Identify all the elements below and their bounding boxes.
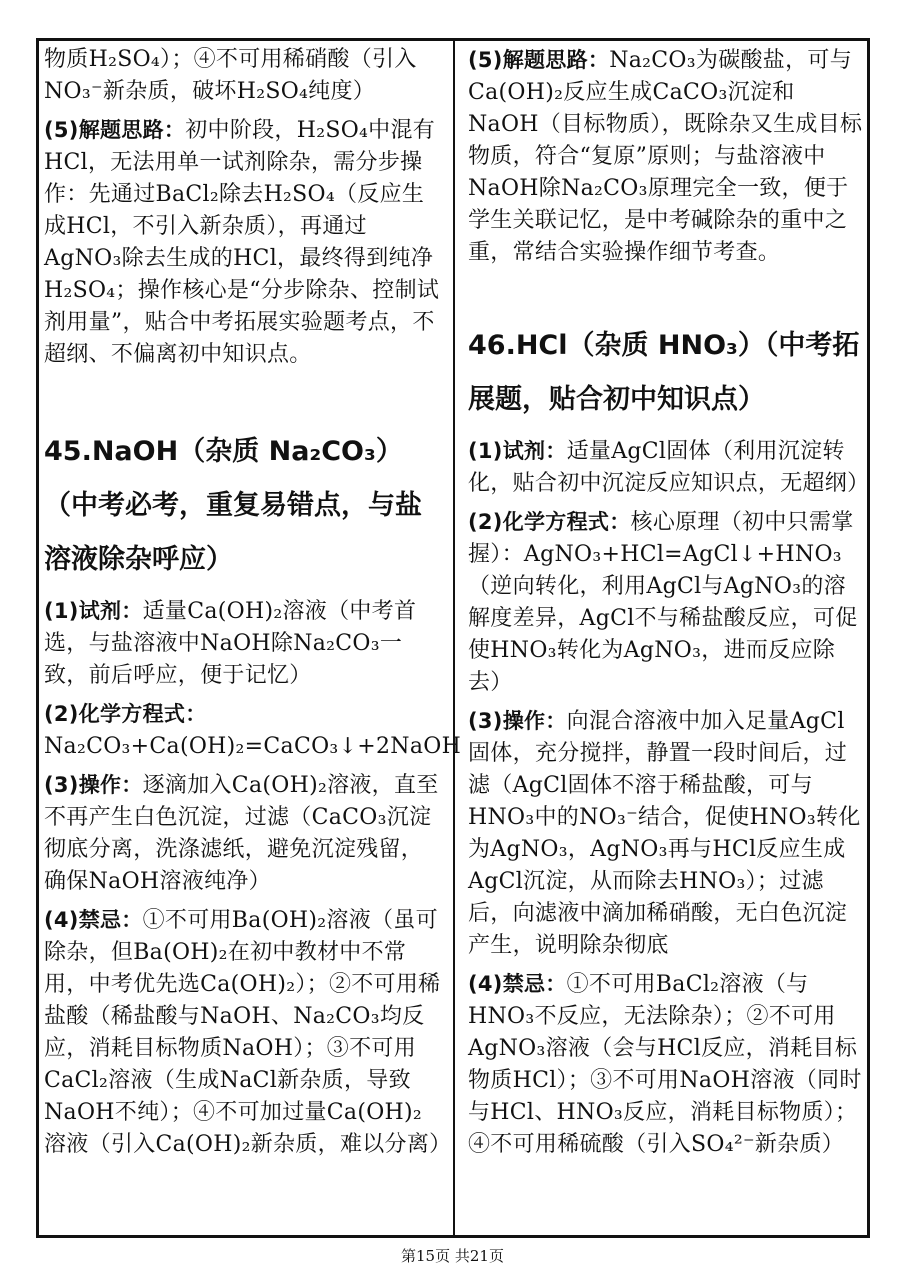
item-label: (5)解题思路： (468, 48, 610, 72)
section-45-operation (44, 769, 442, 898)
item-text: 适量AgCl固体（利用沉淀转化，贴合初中沉淀反应知识点，无超纲） (468, 439, 870, 496)
right-column (468, 44, 870, 1167)
item-5-solution-approach (44, 114, 442, 371)
item-label: (1)试剂： (44, 599, 143, 623)
section-45-solution-approach (468, 44, 864, 269)
item-label: (3)操作： (468, 709, 567, 733)
section-46-reagent (468, 435, 870, 500)
item-label: (3)操作： (44, 773, 143, 797)
section-45-equation (44, 698, 462, 763)
section-45-taboo (44, 904, 452, 1161)
item-text: 初中阶段，H₂SO₄中混有HCl，无法用单一试剂除杂，需分步操作：先通过BaCl₂除去H₂SO₄（反应生成HCl，不引入新杂质），再通过AgNO₃除去生成的HCl，最终得到纯净H₂SO₄；操作核心是“分步除杂、控制试剂用量”，贴合中考拓展实验题考点，不超纲、不偏离初中知识点。 (44, 118, 440, 367)
item-label: (4)禁忌： (468, 972, 567, 996)
item-text: Na₂CO₃为碳酸盐，可与Ca(OH)₂反应生成CaCO₃沉淀和NaOH（目标物质），既除杂又生成目标物质，符合“复原”原则；与盐溶液中NaOH除Na₂CO₃原理完全一致，便于学生关联记忆，是中考碱除杂的重中之重，常结合实验操作细节考查。 (468, 48, 863, 265)
item-text: ①不可用BaCl₂溶液（与HNO₃不反应，无法除杂）；②不可用AgNO₃溶液（会与HCl反应，消耗目标物质HCl）；③不可用NaOH溶液（同时与HCl、HNO₃反应，消耗目标物质）；④不可用稀硫酸（引入SO₄²⁻新杂质） (468, 972, 862, 1157)
section-46-taboo (468, 968, 864, 1161)
item-text: 向混合溶液中加入足量AgCl固体，充分搅拌，静置一段时间后，过滤（AgCl固体不溶于稀盐酸，可与HNO₃中的NO₃⁻结合，促使HNO₃转化为AgNO₃，AgNO₃再与HCl反应生成AgCl沉淀，从而除去HNO₃）；过滤后，向滤液中滴加稀硝酸，无白色沉淀产生，说明除杂彻底 (468, 709, 861, 958)
item-label: (2)化学方程式： (44, 702, 207, 726)
section-45-reagent (44, 595, 442, 692)
item-text: 逐滴加入Ca(OH)₂溶液，直至不再产生白色沉淀，过滤（CaCO₃沉淀彻底分离，洗涤滤纸，避免沉淀残留，确保NaOH溶液纯净） (44, 773, 439, 894)
section-46-title: 46.HCl（杂质 HNO₃）（中考拓展题，贴合初中知识点） (468, 330, 860, 415)
item-label: (1)试剂： (468, 439, 567, 463)
left-column (44, 44, 462, 1167)
item-4-continuation: 物质H₂SO₄）；④不可用稀硝酸（引入NO₃⁻新杂质，破坏H₂SO₄纯度） (44, 47, 417, 104)
item-text: 适量Ca(OH)₂溶液（中考首选，与盐溶液中NaOH除Na₂CO₃一致，前后呼应，便于记忆） (44, 599, 417, 688)
page-number: 第15页 共21页 (401, 1247, 504, 1265)
item-text: ①不可用Ba(OH)₂溶液（虽可除杂，但Ba(OH)₂在初中教材中不常用，中考优先选Ca(OH)₂）；②不可用稀盐酸（稀盐酸与NaOH、Na₂CO₃均反应，消耗目标物质NaOH）；③不可用CaCl₂溶液（生成NaCl新杂质，导致NaOH不纯）；④不可加过量Ca(OH)₂溶液（引入Ca(OH)₂新杂质，难以分离） (44, 908, 452, 1157)
column-divider (453, 38, 455, 1238)
equation-text: Na₂CO₃+Ca(OH)₂=CaCO₃↓+2NaOH (44, 734, 462, 759)
item-label: (4)禁忌： (44, 908, 143, 932)
section-45-title: 45.NaOH（杂质 Na₂CO₃）（中考必考，重复易错点，与盐溶液除杂呼应） (44, 436, 422, 575)
section-46-equation (468, 506, 864, 699)
item-label: (2)化学方程式： (468, 510, 631, 534)
item-text: 核心原理（初中只需掌握）：AgNO₃+HCl=AgCl↓+HNO₃（逆向转化，利用AgCl与AgNO₃的溶解度差异，AgCl不与稀盐酸反应，可促使HNO₃转化为AgNO₃，进而反应除去） (468, 510, 858, 695)
section-46-operation (468, 705, 864, 962)
item-label: (5)解题思路： (44, 118, 186, 142)
